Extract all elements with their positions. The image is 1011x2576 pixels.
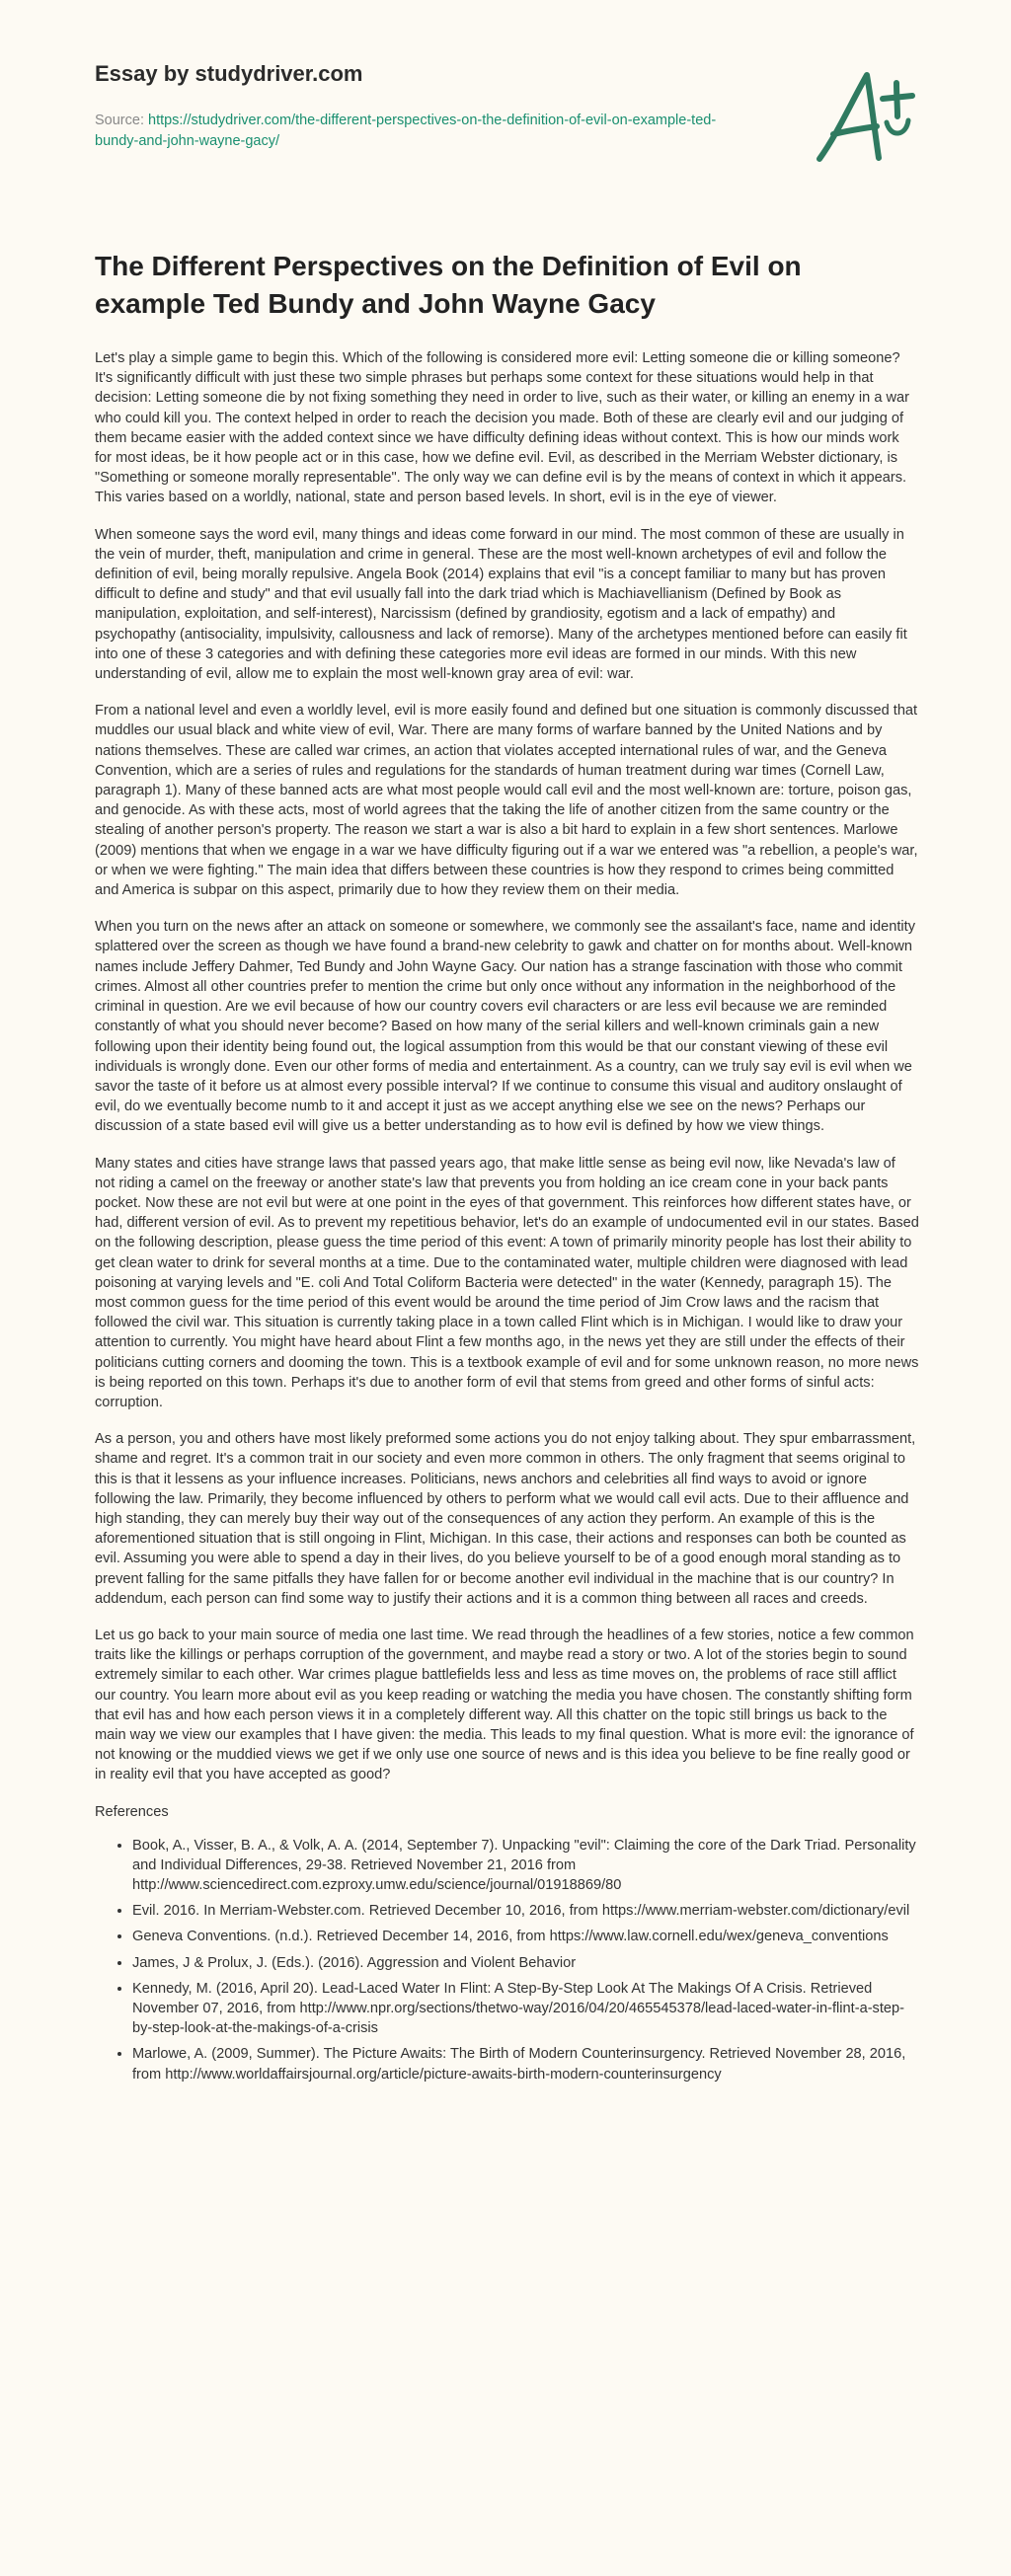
site-title: Essay by studydriver.com <box>95 61 363 86</box>
paragraph: When someone says the word evil, many things and ideas come forward in our mind. The most common of these are usually in the vein of murder, theft, manipulation and crime in general. These are the most well-known archetypes of evil and follow the definition of evil, being morally repulsive. Angela Book (2014) explains that evil "is a concept familiar to many but has proven difficult to define and study" and that evil usually fall into the dark triad which is Machiavellianism (Defined by Book as manipulation, exploitation, and self-interest), Narcissism (defined by grandiosity, egotism and a lack of empathy) and psychopathy (antisociality, impulsivity, callousness and lack of remorse). Many of the archetypes mentioned before can easily fit into one of these 3 categories and with defining these categories more evil ideas are formed in our minds. With this new understanding of evil, allow me to explain the most well-known gray area of evil: war. <box>95 526 907 683</box>
paragraph: Let us go back to your main source of media one last time. We read through the headlines of a few stories, notice a few common traits like the killings or perhaps corruption of the government, and maybe read a story or two. A lot of the stories begin to sound extremely similar to each other. War crimes plague battlefields less and less as time moves on, the problems of race still afflict our country. You learn more about evil as you keep reading or watching the media you have chosen. The constantly shifting form that evil has and how each person views it in a completely different way. All this chatter on the topic still brings us back to the main way we view our examples that I have given: the media. This leads to my final question. What is more evil: the ignorance of not knowing or the muddied views we get if we only use one source of news and is this idea you believe to be fine really good or in reality evil that you have accepted as good? <box>95 1627 914 1783</box>
reference-item: • Evil. 2016. In Merriam-Webster.com. Retrieved December 10, 2016, from https://www.merriam-webster.com/dictionary/evil <box>132 1901 919 1921</box>
paragraph: From a national level and even a worldly level, evil is more easily found and defined but one situation is commonly discussed that muddles our usual black and white view of evil, War. There are many forms of warfare banned by the United Nations and by nations themselves. These are called war crimes, an action that violates accepted international rules of war, and the Geneva Convention, which are a series of rules and regulations for the standards of human treatment during war times (Cornell Law, paragraph 1). Many of these banned acts are what most people would call evil and the most well-known are: torture, poison gas, and genocide. As with these acts, most of world agrees that the taking the life of another citizen from the same country or the stealing of another person's property. The reason we start a war is also a bit hard to explain in a few short sentences. Marlowe (2009) mentions that when we engage in a war we have difficulty figuring out if a war we entered was "a rebellion, a people's war, or when we were fighting." The main idea that differs between these countries is how they respond to crimes being committed and America is subpar on this aspect, primarily due to how they review them on their media. <box>95 703 918 899</box>
logo-smile-icon <box>887 120 908 133</box>
reference-item: • Geneva Conventions. (n.d.). Retrieved December 14, 2016, from https://www.law.cornell.edu/wex/geneva_conventions <box>132 1927 919 1946</box>
source-line <box>95 111 727 152</box>
source-label: Source: <box>95 113 148 128</box>
paragraph: Let's play a simple game to begin this. Which of the following is considered more evil: Letting someone die or killing someone? It's significantly difficult with just these two simple phrases but perhaps some context for these situations would help in that decision: Letting someone die by not fixing something they need in order to live, such as their water, or killing an enemy in a war who could kill you. The context helped in order to reach the decision you made. Both of these are clearly evil and our judging of them became easier with the added context since we have difficulty defining ideas without context. This is how our minds work for most ideas, be it how people act or in this case, how we define evil. Evil, as described in the Merriam Webster dictionary, is "Something or someone morally representable". The only way we can define evil is by the means of context in which it appears. This varies based on a worldly, national, state and person based levels. In short, evil is in the eye of viewer. <box>95 350 910 506</box>
article-title: The Different Perspectives on the Definition of Evil on example Ted Bundy and John Wayne Gacy <box>95 251 802 319</box>
reference-item: • James, J & Prolux, J. (Eds.). (2016). Aggression and Violent Behavior <box>132 1953 919 1973</box>
paragraph: Many states and cities have strange laws that passed years ago, that make little sense as being evil now, like Nevada's law of not riding a camel on the freeway or another state's law that prevents you from holding an ice cream cone in your back pants pocket. Now these are not evil but were at one point in the eyes of that government. This reinforces how different states have, or had, different version of evil. As to prevent my repetitious behavior, let's do an example of undocumented evil in our states. Based on the following description, please guess the time period of this event: A town of primarily minority people has lost their ability to get clean water to drink for several months at a time. Due to the contaminated water, multiple children were diagnosed with lead poisoning at varying levels and "E. coli And Total Coliform Bacteria were detected" in the water (Kennedy, paragraph 15). The most common guess for the time period of this event would be around the time period of Jim Crow laws and the racism that followed the civil war. This situation is currently taking place in a town called Flint which is in Michigan. I would like to draw your attention to currently. You might have heard about Flint a few months ago, in the news yet they are still under the effects of their politicians cutting corners and dooming the town. This is a textbook example of evil and for some unknown reason, no more news is being reported on this town. Perhaps it's due to another form of evil that stems from greed and other forms of sinful acts: corruption. <box>95 1155 919 1410</box>
references-list <box>95 1836 919 2084</box>
logo-letter-a-icon <box>819 75 879 159</box>
studydriver-logo-icon[interactable] <box>812 63 916 172</box>
reference-item: • Book, A., Visser, B. A., & Volk, A. A. (2014, September 7). Unpacking "evil": Claiming the core of the Dark Triad. Personality and Individual Differences, 29-38. Retrieved November 21, 2016 from http://www.sciencedirect.com.ezproxy.umw.edu/science/journal/01918869/80 <box>132 1836 919 1896</box>
reference-item: • Kennedy, M. (2016, April 20). Lead-Laced Water In Flint: A Step-By-Step Look At The Makings Of A Crisis. Retrieved November 07, 2016, from http://www.npr.org/sections/thetwo-way/2016/04/20/465545378/lead-laced-water-in-flint-a-step-by-step-look-at-the-makings-of-a-crisis <box>132 1979 919 2039</box>
references-heading: References <box>95 1803 169 1820</box>
header <box>95 0 916 227</box>
logo-plus-icon <box>883 83 912 116</box>
source-link[interactable]: https://studydriver.com/the-different-perspectives-on-the-definition-of-evil-on-example-ted-bundy-and-john-wayne-gacy/ <box>95 113 717 149</box>
article <box>95 248 919 2090</box>
paragraph: When you turn on the news after an attack on someone or somewhere, we commonly see the assailant's face, name and identity splattered over the screen as though we have found a brand-new celebrity to gawk and chatter on for months about. Well-known names include Jeffery Dahmer, Ted Bundy and John Wayne Gacy. Our nation has a strange fascination with those who commit crimes. Almost all other countries prefer to mention the crime but only once without any information in the neighborhood of the criminal in question. Are we evil because of how our country covers evil characters or are less evil because we are reminded constantly of what you should never become? Based on how many of the serial killers and well-known criminals gain a new following upon their identity being found out, the logical assumption from this would be that our constant viewing of these evil individuals is wrongly done. Even our other forms of media and entertainment. As a country, can we truly say evil is evil when we savor the taste of it before us at almost every possible interval? If we continue to consume this visual and auditory onslaught of evil, do we eventually become numb to it and accept it just as we accept anything else we see on the news? Perhaps our discussion of a state based evil will give us a better understanding as to how evil is defined by how we view things. <box>95 919 916 1135</box>
reference-item: • Marlowe, A. (2009, Summer). The Picture Awaits: The Birth of Modern Counterinsurgency. Retrieved November 28, 2016, from http://www.worldaffairsjournal.org/article/picture-awaits-birth-modern-counterinsurgency <box>132 2044 919 2084</box>
paragraph: As a person, you and others have most likely preformed some actions you do not enjoy talking about. They spur embarrassment, shame and regret. It's a common trait in our society and even more common in others. The only fragment that seems original to this is that it lessens as your influence increases. Politicians, news anchors and celebrities all find ways to avoid or ignore following the law. Primarily, they become influenced by others to perform what we would call evil acts. Due to their affluence and high standing, they can merely buy their way out of the consequences of any action they perform. An example of this is the aforementioned situation that is still ongoing in Flint, Michigan. In this case, their actions and responses can both be counted as evil. Assuming you were able to spend a day in their lives, do you believe yourself to be of a good enough moral standing as to prevent falling for the same pitfalls they have fallen for or become another evil individual in the machine that is our country? In addendum, each person can find some way to justify their actions and it is a common thing between all races and creeds. <box>95 1431 916 1607</box>
